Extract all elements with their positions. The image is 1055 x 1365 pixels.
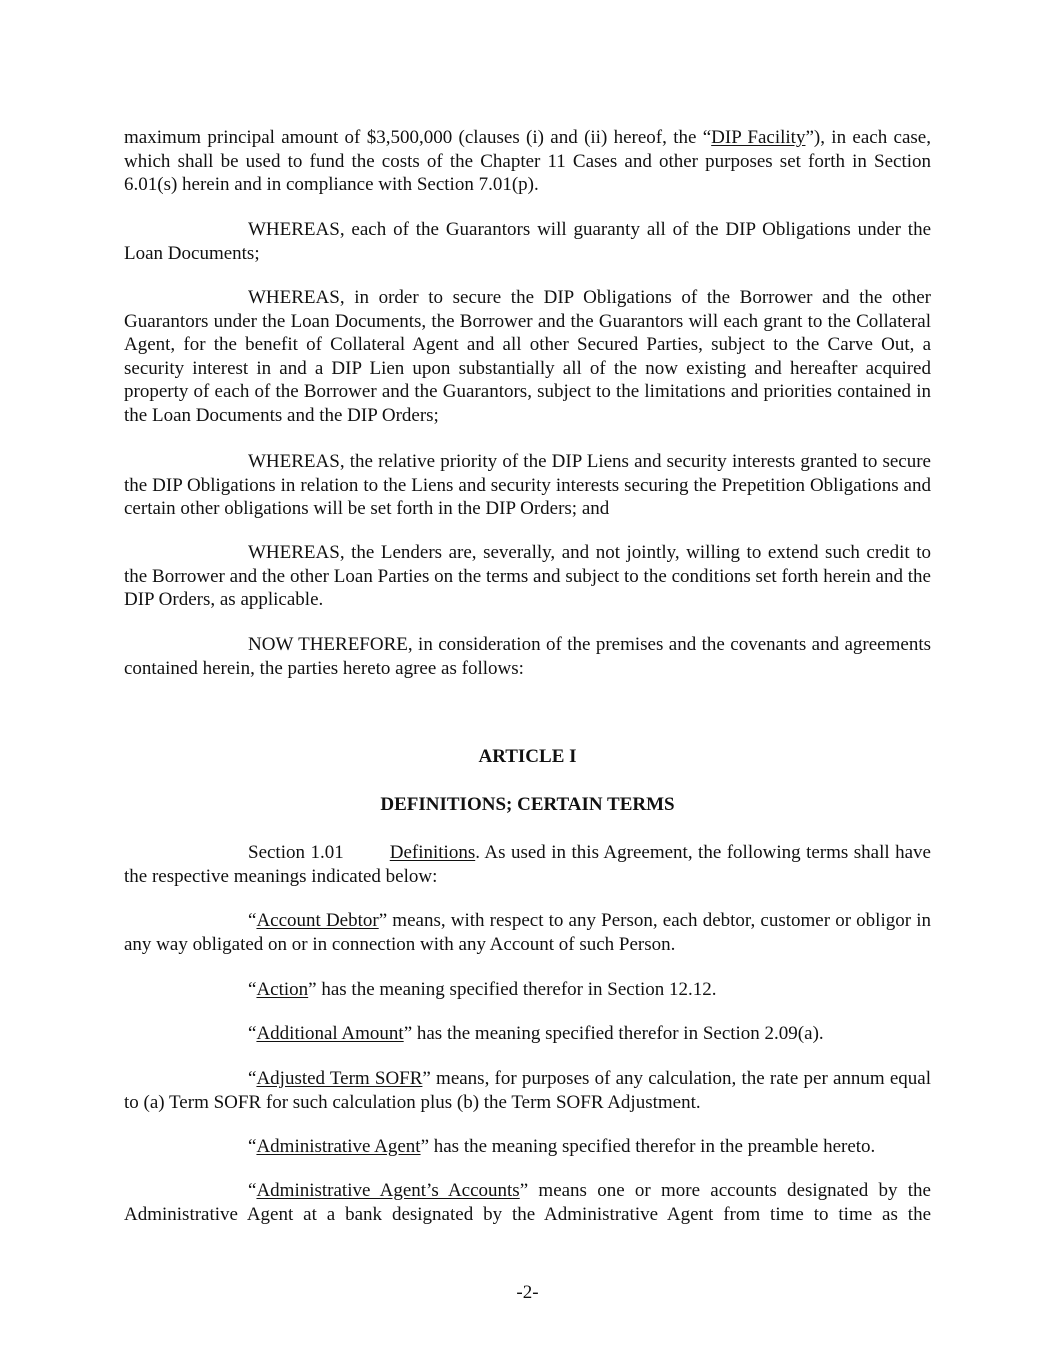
section-title: Definitions [389,842,476,863]
defined-term: Action [256,979,309,1000]
whereas-guaranty: WHEREAS, each of the Guarantors will guaranty all of the DIP Obligations under the Loan Documents; [124,219,931,264]
now-therefore: NOW THEREFORE, in consideration of the premises and the covenants and agreements contained herein, the parties hereto agree as follows: [124,634,931,679]
whereas-lenders: WHEREAS, the Lenders are, severally, and not jointly, willing to extend such credit to the Borrower and the other Loan Parties on the terms and subject to the conditions set forth herein and the DIP Orders, as applicable. [124,542,931,611]
page-number: -2- [516,1282,539,1303]
defined-term: Administrative Agent [256,1136,421,1157]
definition-administrative-agent [124,1135,931,1159]
text: ” means one or more accounts designated by the Administrative Agent at a bank designated by the Administrative Agent from time to time as the [124,1180,931,1225]
quote: “ [248,1136,257,1157]
definition-administrative-agents-accounts [124,1179,931,1226]
section-number: Section 1.01 [248,842,344,863]
defined-term: Additional Amount [256,1023,404,1044]
quote: “ [248,1180,257,1201]
defined-term: DIP Facility [711,127,806,148]
text: ” has the meaning specified therefor in the preamble hereto. [420,1136,876,1157]
text: ” has the meaning specified therefor in Section 12.12. [308,979,717,1000]
definition-account-debtor [124,909,931,956]
quote: “ [248,1068,257,1089]
whereas-priority: WHEREAS, the relative priority of the DIP Liens and security interests granted to secure the DIP Obligations in relation to the Liens and security interests securing the Prepetition Obligations and certain other obligations will be set forth in the DIP Orders; and [124,451,931,520]
whereas-security: WHEREAS, in order to secure the DIP Obligations of the Borrower and the other Guarantors under the Loan Documents, the Borrower and the Guarantors will each grant to the Collateral Agent, for the benefit of Collateral Agent and all other Secured Parties, subject to the Carve Out, a security interest in and a DIP Lien upon substantially all of the now existing and hereafter acquired property of each of the Borrower and the Guarantors, subject to the limitations and priorities contained in the Loan Documents and the DIP Orders; [124,287,931,426]
text: . As used in this Agreement, the following terms shall have the respective meanings indicated below: [124,842,931,887]
text: maximum principal amount of $3,500,000 (clauses (i) and (ii) hereof, the “ [124,127,712,148]
definition-action [124,978,931,1002]
definition-adjusted-term-sofr [124,1067,931,1114]
defined-term: Account Debtor [256,910,379,931]
defined-term: Adjusted Term SOFR [256,1068,423,1089]
text: ” means, for purposes of any calculation, the rate per annum equal to (a) Term SOFR for such calculation plus (b) the Term SOFR Adjustment. [124,1068,932,1113]
defined-term: Administrative Agent’s Accounts [256,1180,520,1201]
text: ”), in each case, which shall be used to fund the costs of the Chapter 11 Cases and other purposes set forth in Section 6.01(s) herein and in compliance with Section 7.01(p). [124,127,931,196]
text: ” means, with respect to any Person, each debtor, customer or obligor in any way obligated on or in connection with any Account of such Person. [124,910,931,955]
section-1-01 [124,841,931,888]
article-title: DEFINITIONS; CERTAIN TERMS [380,794,675,815]
quote: “ [248,910,257,931]
quote: “ [248,1023,257,1044]
paragraph-dip-facility [124,126,931,197]
definition-additional-amount [124,1022,931,1046]
text: ” has the meaning specified therefor in Section 2.09(a). [403,1023,824,1044]
quote: “ [248,979,257,1000]
article-heading: ARTICLE I [478,746,577,767]
